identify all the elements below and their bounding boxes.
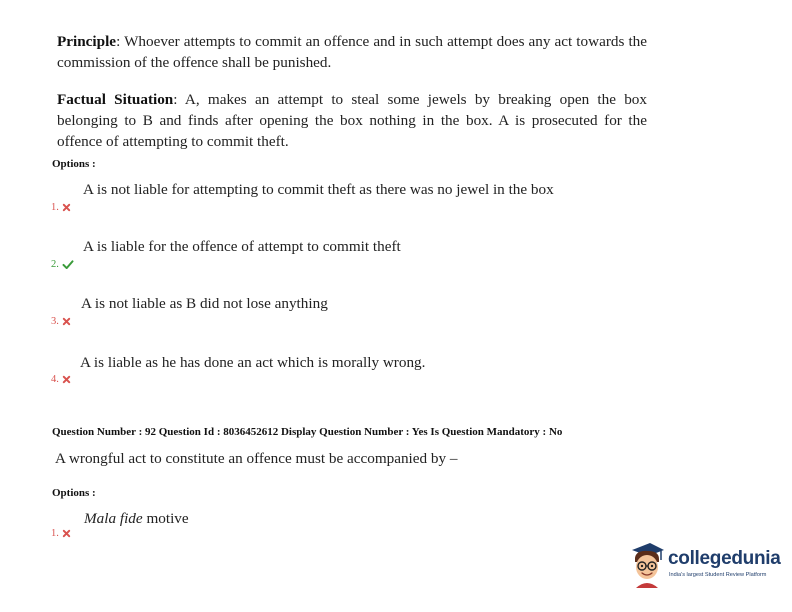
logo-tagline: India's largest Student Review Platform bbox=[669, 572, 767, 578]
option-1-number-label: 1. bbox=[51, 202, 59, 213]
factual-situation-paragraph bbox=[57, 89, 647, 152]
option-4-text: A is liable as he has done an act which is morally wrong. bbox=[80, 354, 426, 371]
question-text: A wrongful act to constitute an offence must be accompanied by – bbox=[55, 450, 458, 467]
option-3-number-label: 3. bbox=[51, 316, 59, 327]
factual-situation-text: : A, makes an attempt to steal some jewels by breaking open the box belonging to B and finds after opening the box nothing in the box. A is prosecuted for the offence of attempting to commit theft. bbox=[57, 91, 647, 150]
option-4-number bbox=[51, 374, 71, 385]
option-3-number bbox=[51, 316, 71, 327]
mascot-icon bbox=[628, 540, 666, 588]
q2-option-1-number-label: 1. bbox=[51, 528, 59, 539]
cross-icon bbox=[62, 529, 71, 538]
check-icon bbox=[62, 260, 74, 269]
principle-paragraph bbox=[57, 31, 647, 73]
options-label-2: Options : bbox=[52, 487, 96, 499]
option-2-number bbox=[51, 259, 74, 270]
option-2-text: A is liable for the offence of attempt to commit theft bbox=[83, 238, 401, 255]
collegedunia-logo bbox=[628, 540, 781, 590]
principle-text: : Whoever attempts to commit an offence and in such attempt does any act towards the commission of the offence shall be punished. bbox=[57, 33, 647, 71]
option-1-text: A is not liable for attempting to commit theft as there was no jewel in the box bbox=[83, 181, 554, 198]
q2-option-1-number bbox=[51, 528, 71, 539]
cross-icon bbox=[62, 375, 71, 384]
option-2-number-label: 2. bbox=[51, 259, 59, 270]
cross-icon bbox=[62, 203, 71, 212]
q2-option-1-rest: motive bbox=[142, 510, 189, 527]
option-3-text: A is not liable as B did not lose anything bbox=[81, 295, 328, 312]
q2-option-1-text bbox=[84, 510, 189, 528]
question-meta: Question Number : 92 Question Id : 8036452612 Display Question Number : Yes Is Question Mandatory : No bbox=[52, 426, 563, 438]
cross-icon bbox=[62, 317, 71, 326]
principle-label: Principle bbox=[57, 33, 117, 50]
option-1-number bbox=[51, 202, 71, 213]
factual-situation-label: Factual Situation bbox=[57, 91, 174, 108]
option-4-number-label: 4. bbox=[51, 374, 59, 385]
options-label: Options : bbox=[52, 158, 96, 170]
logo-wordmark: collegedunia bbox=[668, 548, 781, 569]
q2-option-1-italic: Mala fide bbox=[84, 510, 143, 527]
